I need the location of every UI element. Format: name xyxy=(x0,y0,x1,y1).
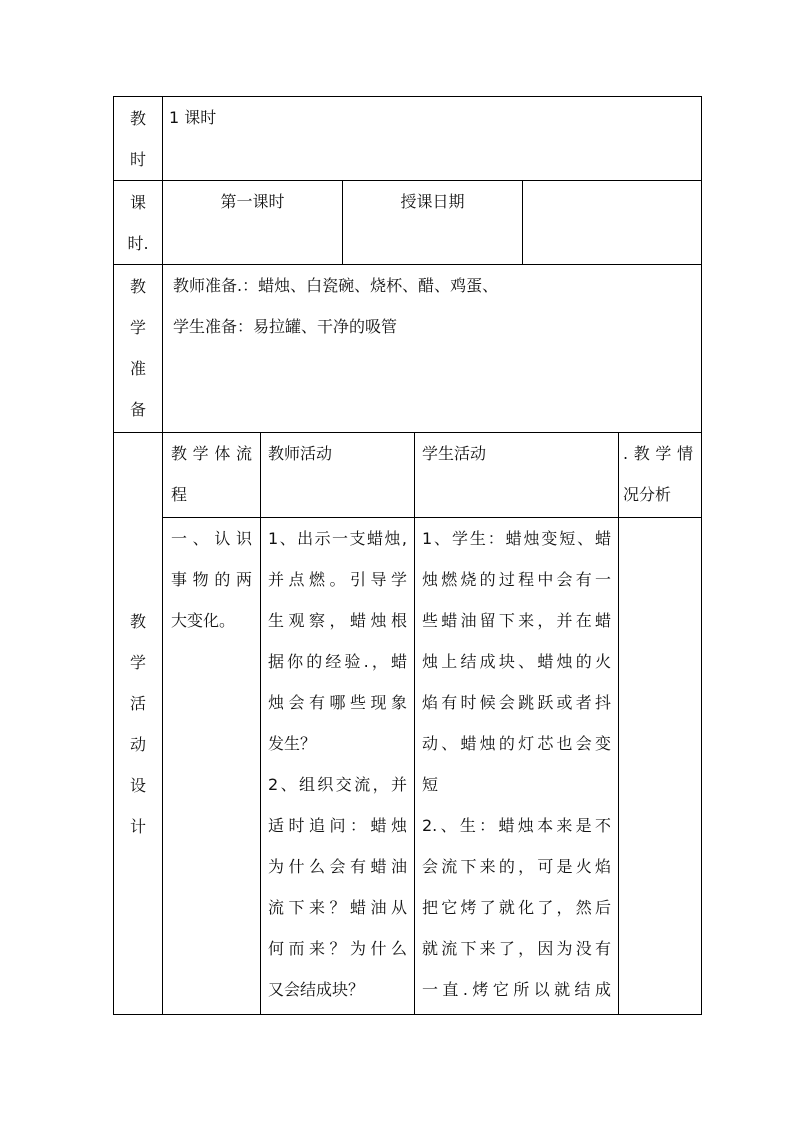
activity-design-label: 教 学 活 动 设 计 xyxy=(113,432,163,1015)
class-hours-value: 1 课时 xyxy=(162,96,702,181)
lesson-date-value xyxy=(522,180,702,265)
lesson-value: 第一课时 xyxy=(162,180,343,265)
header-analysis: .教学情 况分析 xyxy=(618,432,702,518)
analysis-1 xyxy=(618,517,702,1015)
preparation-label: 教 学 准 备 xyxy=(113,264,163,433)
teacher-preparation: 教师准备.：蜡烛、白瓷碗、烧杯、醋、鸡蛋、 xyxy=(173,276,499,295)
header-process: 教学体流 程 xyxy=(162,432,261,518)
preparation-content xyxy=(162,264,702,433)
lesson-date-label: 授课日期 xyxy=(342,180,523,265)
student-activity-1: 1、学生：蜡烛变短、蜡 烛燃烧的过程中会有一 些蜡油留下来，并在蜡 烛上结成块、蜡烛的火 焰有时候会跳跃或者抖 动、蜡烛的灯芯也会变 短 2.、生：蜡烛本来是不 会流下来的，可是火焰 把它烤了就化了，然后 就流下来了，因为没有 一直.烤它所以就结成 xyxy=(414,517,619,1015)
header-teacher: 教师活动 xyxy=(260,432,415,518)
lesson-label: 课 时. xyxy=(113,180,163,265)
header-student: 学生活动 xyxy=(414,432,619,518)
student-preparation: 学生准备：易拉罐、干净的吸管 xyxy=(173,317,398,336)
teacher-activity-1: 1、出示一支蜡烛, 并点燃。引导学 生观察，蜡烛根 据你的经验.，蜡 烛会有哪些现象 发生？ 2、组织交流，并 适时追问：蜡烛 为什么会有蜡油 流下来？蜡油从 何而来？为什么 又会结成块？ xyxy=(260,517,415,1015)
process-step-1: 一、认识 事物的两 大变化。 xyxy=(162,517,261,1015)
class-hours-label: 教 时 xyxy=(113,96,163,181)
